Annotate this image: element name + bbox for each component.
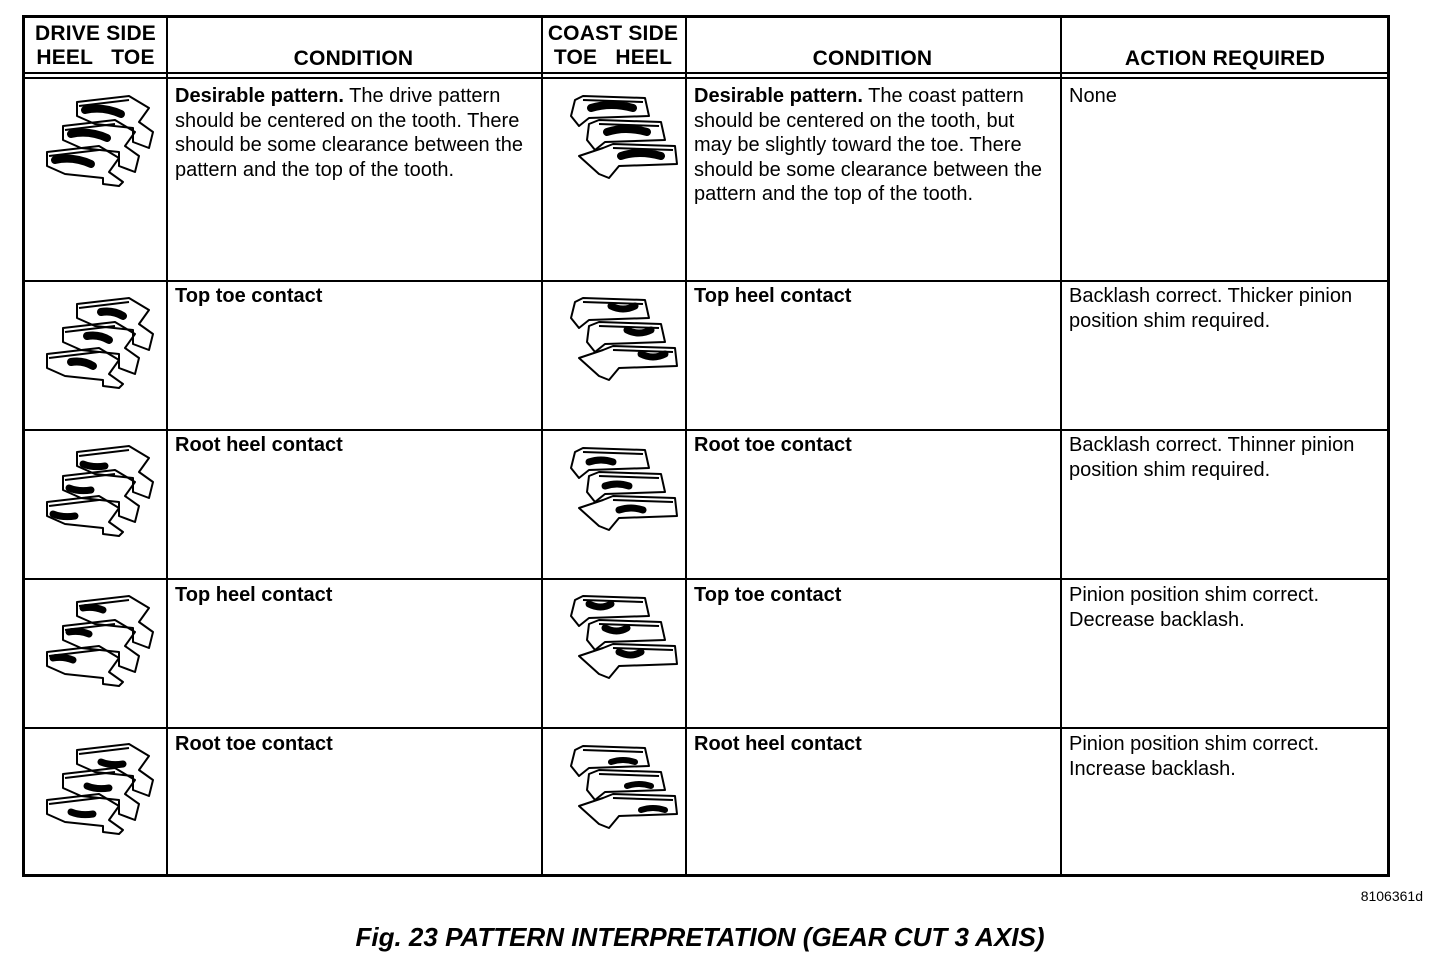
action-cell: Backlash correct. Thinner pinion position shim required. [1069, 434, 1355, 481]
coast-side-title: COAST SIDE [547, 22, 679, 45]
coast-gear-root-toe-icon [549, 438, 681, 538]
condition-bold: Root toe contact [694, 434, 852, 456]
drive-condition-cell [175, 583, 530, 608]
column-divider [166, 18, 168, 874]
coast-side-subtitle [541, 46, 685, 70]
figure-caption: Fig. 23 PATTERN INTERPRETATION (GEAR CUT 3 AXIS) [355, 922, 1045, 952]
condition-bold: Root heel contact [175, 434, 343, 456]
condition-text: The coast pattern should be centered on the tooth, but may be slightly toward the toe. There should be some clearance between the pattern and the top of the tooth. [694, 85, 1043, 205]
action-cell: Pinion position shim correct. Decrease backlash. [1069, 584, 1320, 631]
condition-bold: Root toe contact [175, 733, 333, 755]
condition-bold: Top heel contact [175, 584, 333, 606]
drive-condition-cell [175, 433, 530, 458]
drive-side-subtitle [25, 46, 166, 70]
condition-header-2: CONDITION [812, 47, 933, 70]
condition-bold: Desirable pattern. [694, 85, 863, 107]
condition-bold: Top heel contact [694, 285, 852, 307]
column-divider [685, 18, 687, 874]
drive-condition-cell [175, 284, 530, 309]
coast-condition-cell [694, 84, 1054, 207]
coast-condition-cell [694, 433, 1054, 458]
action-cell: None [1069, 85, 1117, 107]
drive-side-title: DRIVE SIDE [34, 22, 157, 45]
action-cell: Pinion position shim correct. Increase backlash. [1069, 733, 1320, 780]
condition-bold: Desirable pattern. [175, 85, 344, 107]
coast-gear-top-heel-icon [549, 288, 681, 388]
coast-gear-top-toe-icon [549, 586, 681, 686]
row-divider [25, 578, 1387, 580]
drive-side-header [25, 22, 166, 70]
drive-condition-cell [175, 732, 530, 757]
column-divider [541, 18, 543, 874]
drive-gear-root-toe-icon [37, 736, 159, 836]
condition-bold: Top toe contact [175, 285, 323, 307]
coast-gear-centered-icon [549, 86, 681, 186]
row-divider [25, 280, 1387, 282]
coast-side-header [541, 22, 685, 70]
coast-condition-cell [694, 732, 1054, 757]
drive-gear-top-toe-icon [37, 290, 159, 390]
drive-gear-centered-icon [37, 88, 159, 188]
row-divider [25, 727, 1387, 729]
figure-code: 8106361d [1360, 888, 1423, 904]
toe-label: TOE [553, 46, 598, 69]
row-divider [25, 429, 1387, 431]
condition-bold: Root heel contact [694, 733, 862, 755]
action-required-header: ACTION REQUIRED [1124, 47, 1326, 70]
condition-text: The drive pattern should be centered on the tooth. There should be some clearance between the pattern and the top of the tooth. [175, 85, 524, 181]
coast-gear-root-heel-icon [549, 736, 681, 836]
action-cell: Backlash correct. Thicker pinion position shim required. [1069, 285, 1353, 332]
pattern-interpretation-table [22, 15, 1390, 877]
coast-condition-cell [694, 284, 1054, 309]
coast-condition-cell [694, 583, 1054, 608]
drive-gear-top-heel-icon [37, 588, 159, 688]
condition-header-1: CONDITION [293, 47, 414, 70]
header-divider [25, 72, 1387, 74]
heel-label: HEEL [36, 46, 94, 69]
toe-label: TOE [111, 46, 155, 69]
drive-gear-root-heel-icon [37, 438, 159, 538]
drive-condition-cell [175, 84, 530, 182]
column-divider [1060, 18, 1062, 874]
heel-label: HEEL [615, 46, 673, 69]
condition-bold: Top toe contact [694, 584, 842, 606]
